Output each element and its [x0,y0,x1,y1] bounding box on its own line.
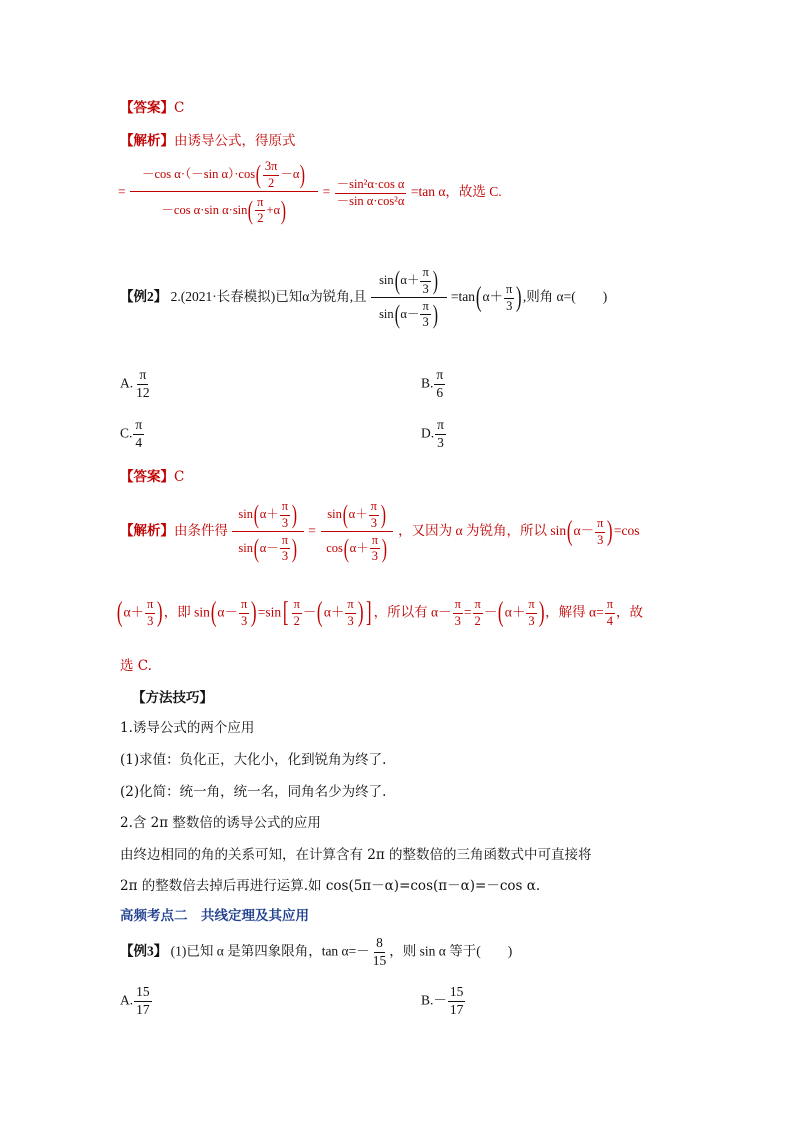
frac-num: sin(α＋ $\frac{\pi}{3}$ ) [371,266,446,298]
analysis-label: 【解析】 [120,133,174,149]
analysis-line-1 [120,129,296,149]
method-item: 2.含 2π 整数倍的诱导公式的应用 [120,815,321,831]
eq1-den-frac [255,196,265,227]
analysis-2-line-3: 选 C. [120,658,152,674]
eq1-num-tail: －α [280,167,300,182]
frac-den: sin(α－ $\frac{\pi}{3}$ ) [379,298,438,330]
eq1-numerator [130,160,318,192]
analysis-frac-1: sin(α＋ $\frac{\pi}{3}$ ) sin(α－ $\frac{\pi}{3}$ ) [232,500,303,564]
answer-label: 【答案】 [120,100,174,116]
option-d: D. $\frac{\pi}{3}$ [421,417,444,450]
equation-1 [118,160,502,226]
frac-num: 3π [263,160,280,176]
frac-num: π [255,196,265,212]
frac-den: 2 [268,175,275,190]
option-a: A. $\frac{\pi}{12}$ [120,367,150,400]
answer-value: C [174,100,185,116]
eq1-equals: = [322,184,331,200]
option-a: A. $\frac{15}{17}$ [120,984,150,1017]
eq1-lead: = [118,184,126,200]
answer-value: C [174,469,185,485]
analysis-intro: 由诱导公式，得原式 [174,133,296,149]
answer-line-2 [120,465,184,485]
eq1-den-text: －cos α·sin α·sin [161,202,248,217]
eq1-denominator [159,192,288,227]
analysis-2-line-1: 【解析】由条件得 sin(α＋ $\frac{\pi}{3}$ ) sin(α－ $\frac{\pi}{3}$ ) = sin(α＋ $\frac{\pi}{3}$ ) cos(α＋ $\frac{\pi}{3}$ ) ，又因为 α 为锐角，所以 sin(α－ $\frac{\pi}{3}$ )=cos [120,499,640,564]
method-item: 由终边相同的角的关系可知，在计算含有 2π 的整数倍的三角函数式中可直接将 [120,847,592,863]
example-label: 【例2】 [120,289,168,305]
option-b: B.－ $\frac{15}{17}$ [421,984,464,1017]
paren-open: ( [248,195,254,225]
method-item: (1)求值：负化正，大化小，化到锐角为终了. [120,752,387,768]
example2-fraction [371,266,446,330]
analysis-intro: 由条件得 [174,523,228,539]
frac-num: －sin²α·cos α [335,178,407,194]
answer-line-1 [120,96,184,116]
paren-open: ( [255,160,262,190]
eq1-second-fraction [335,178,407,209]
method-heading: 【方法技巧】 [132,690,213,706]
analysis-frac-2: sin(α＋ $\frac{\pi}{3}$ ) cos(α＋ $\frac{\pi}{3}$ ) [320,500,394,564]
eq1-tail: =tan α，故选 C. [410,184,502,200]
option-c: C. $\frac{\pi}{4}$ [120,417,143,450]
method-item: 1.诱导公式的两个应用 [120,720,255,736]
option-b: B. $\frac{\pi}{6}$ [421,367,444,400]
eq1-den-tail: +α [266,202,281,217]
example-3: 【例3】 (1)已知 α 是第四象限角，tan α=－ $\frac{8}{15}$ ，则 sin α 等于( ) [120,935,513,968]
answer-label: 【答案】 [120,469,174,485]
eq1-big-fraction [130,160,318,226]
eq1-num-frac [263,160,280,191]
example-2: 【例2】 2.(2021·长春模拟)已知α为锐角,且 sin(α＋ $\frac{\pi}{3}$ ) sin(α－ $\frac{\pi}{3}$ ) =tan(α＋ $\frac{\pi}{3}$ ),则角 α=( ) [120,265,608,330]
paren-close: ) [300,160,306,190]
paren-close: ) [280,195,287,225]
eq1-num-text: －cos α·（－sin α）·cos [142,167,256,182]
equals-tan: =tan [450,289,476,305]
section-title: 高频考点二 共线定理及其应用 [120,908,309,924]
analysis-2-line-2: (α＋ $\frac{\pi}{3}$ )，即 sin(α－ $\frac{\pi}{3}$ )=sin[ $\frac{\pi}{2}$ －(α＋ $\frac{\pi}{3}$ )] ，所以有 α－ $\frac{\pi}{3}$ = $\frac{\pi}{2}$ －(α＋ $\frac{\pi}{3}$ )，解得 α= $\frac{\pi}{4}$ ，故 [116,597,643,629]
example-text: 2.(2021·长春模拟)已知α为锐角,且 [170,289,367,305]
method-item: (2)化简：统一角，统一名，同角名少为终了. [120,784,387,800]
analysis-label: 【解析】 [120,523,174,539]
frac-den: 2 [257,211,264,226]
frac-den: －sin α·cos²α [336,193,405,208]
example-question-tail: ,则角 α=( ) [522,289,608,305]
method-item: 2π 的整数倍去掉后再进行运算.如 cos(5π－α)=cos(π－α)=－cos α. [120,878,541,894]
example-label: 【例3】 [120,943,168,959]
